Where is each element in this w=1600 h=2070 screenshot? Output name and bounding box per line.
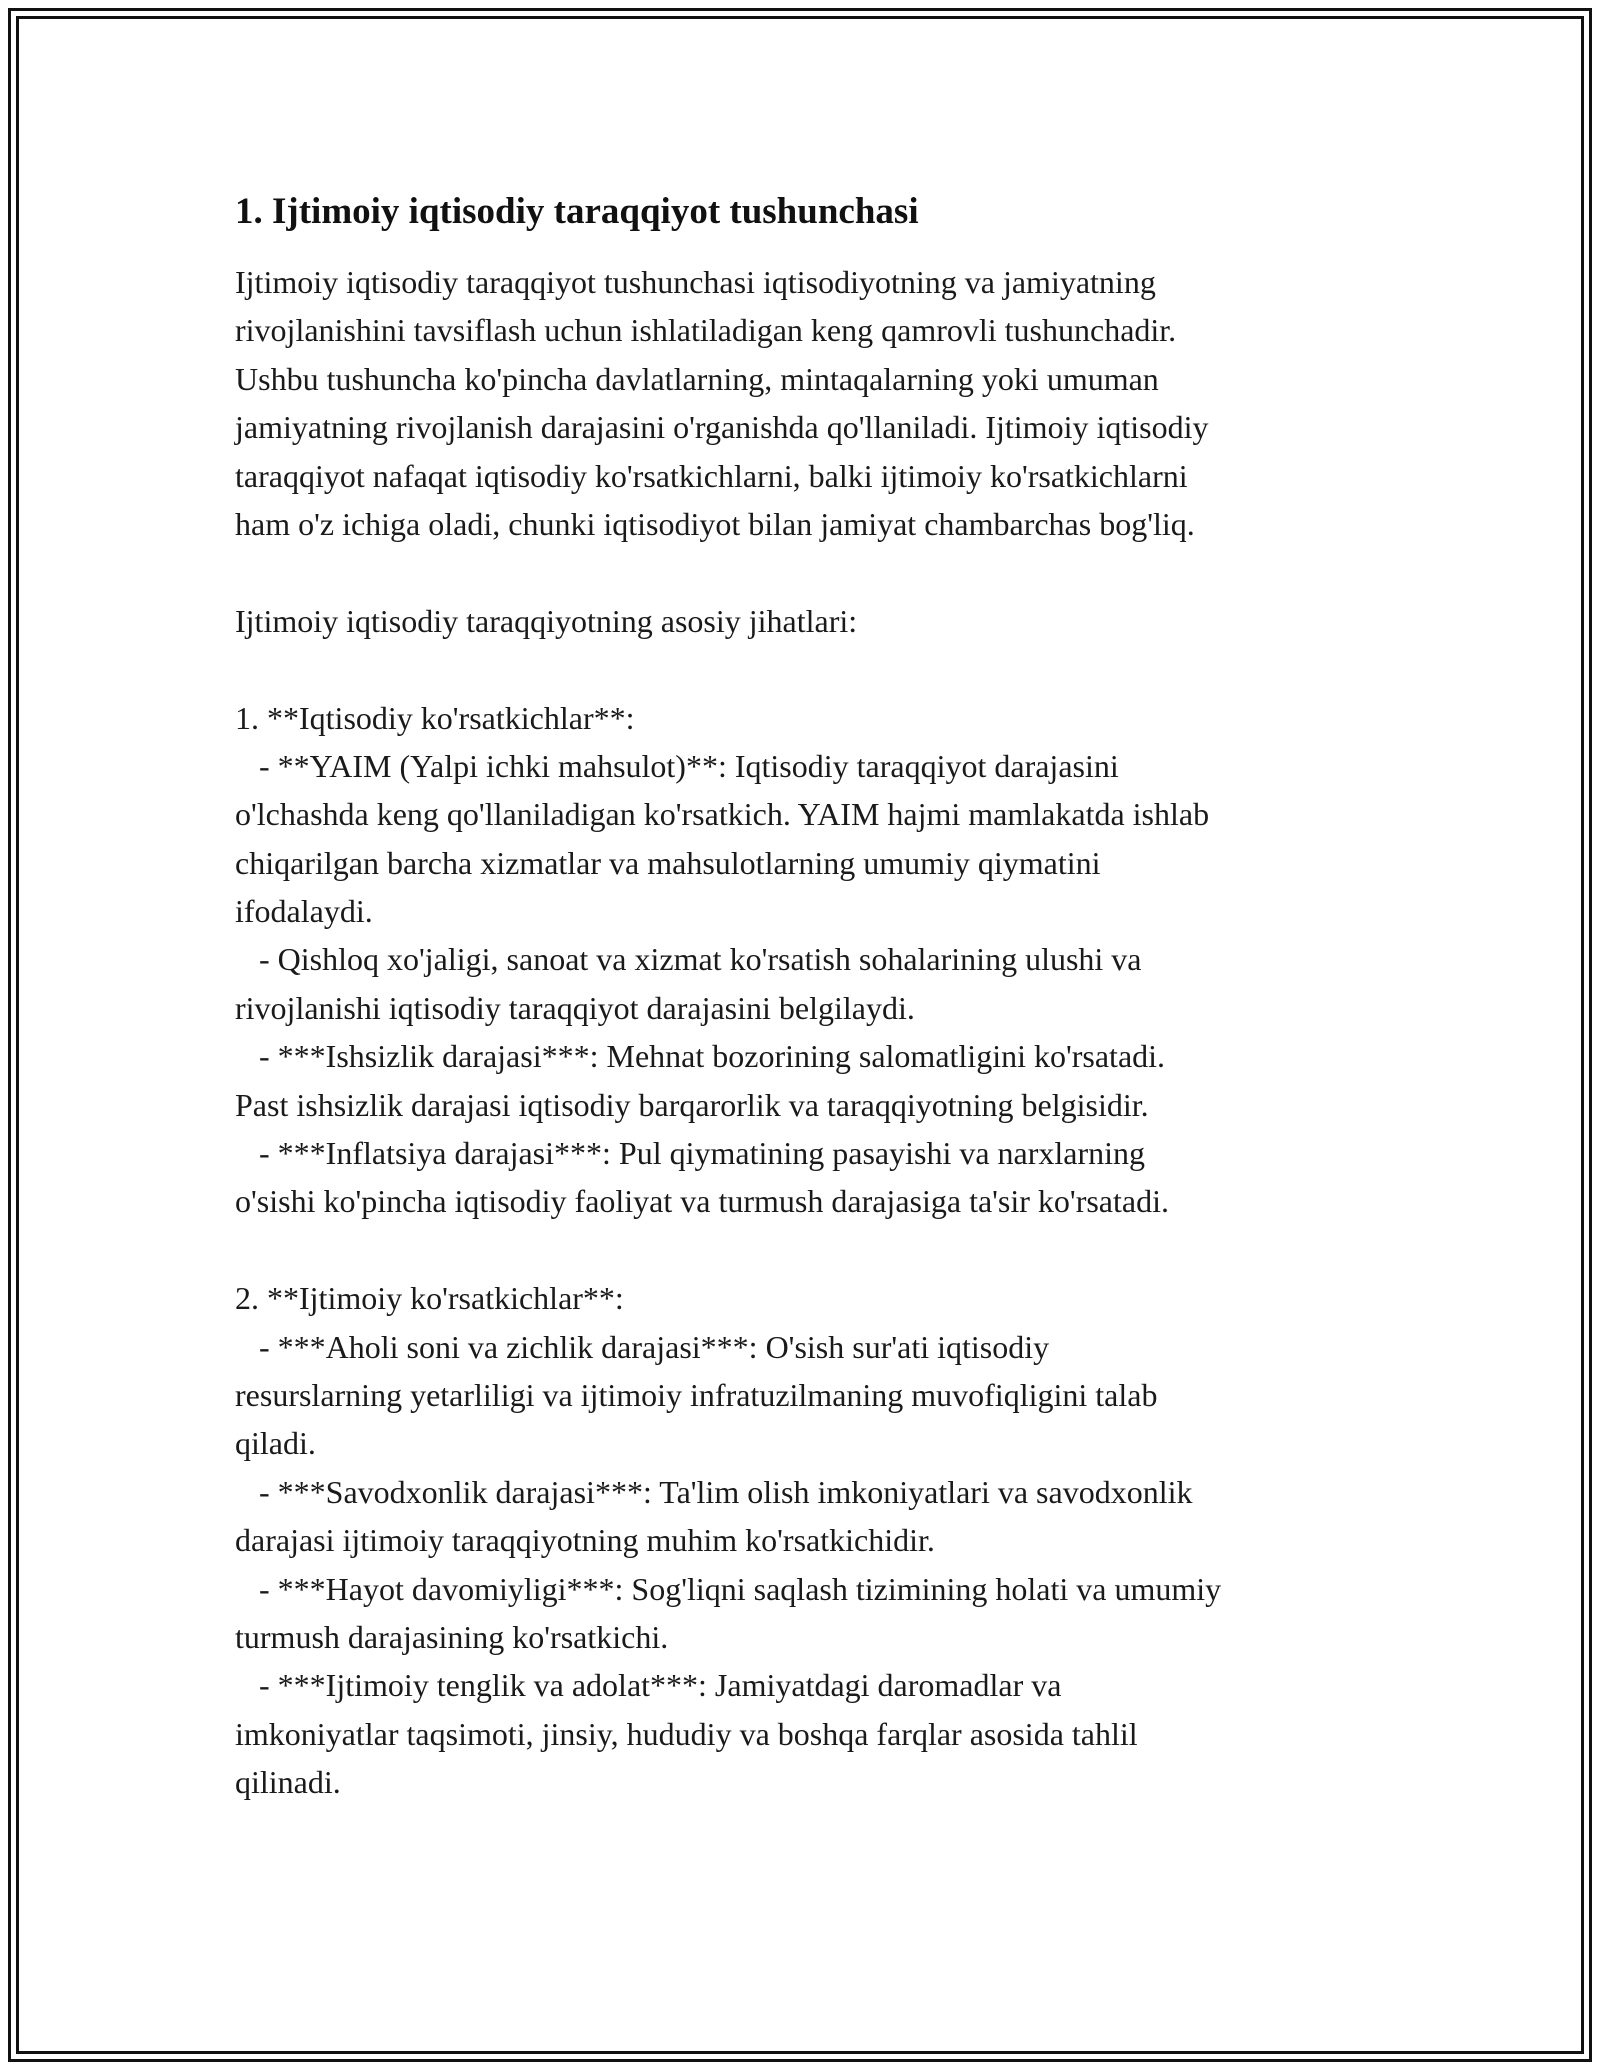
text-line: - ***Hayot davomiyligi***: Sog'liqni saqlash tizimining holati va umumiy [235, 1570, 1222, 1607]
text-line: 2. **Ijtimoiy ko'rsatkichlar**: [235, 1280, 624, 1317]
text-line: ham o'z ichiga oladi, chunki iqtisodiyot bilan jamiyat chambarchas bog'liq. [235, 505, 1195, 542]
text-line: - ***Aholi soni va zichlik darajasi***: O'sish sur'ati iqtisodiy [235, 1328, 1050, 1365]
text-line: rivojlanishi iqtisodiy taraqqiyot darajasini belgilaydi. [235, 989, 915, 1026]
text-line: o'lchashda keng qo'llaniladigan ko'rsatkich. YAIM hajmi mamlakatda ishlab [235, 796, 1210, 833]
text-line: Ijtimoiy iqtisodiy taraqqiyotning asosiy jihatlari: [235, 602, 858, 639]
text-line: qilinadi. [235, 1764, 341, 1801]
text-line: - **YAIM (Yalpi ichki mahsulot)**: Iqtisodiy taraqqiyot darajasini [235, 747, 1119, 784]
blank-line [235, 548, 1375, 596]
text-line: - ***Savodxonlik darajasi***: Ta'lim olish imkoniyatlari va savodxonlik [235, 1473, 1193, 1510]
blank-line [235, 645, 1375, 693]
text-line: o'sishi ko'pincha iqtisodiy faoliyat va turmush darajasiga ta'sir ko'rsatadi. [235, 1183, 1169, 1220]
text-line: 1. **Iqtisodiy ko'rsatkichlar**: [235, 699, 635, 736]
text-line: ifodalaydi. [235, 893, 373, 930]
text-line: - ***Ijtimoiy tenglik va adolat***: Jamiyatdagi daromadlar va [235, 1667, 1062, 1704]
blank-line [235, 1226, 1375, 1274]
text-line: darajasi ijtimoiy taraqqiyotning muhim ko'rsatkichidir. [235, 1522, 935, 1559]
text-block [235, 258, 1375, 1807]
text-line: - ***Inflatsiya darajasi***: Pul qiymatining pasayishi va narxlarning [235, 1135, 1146, 1172]
text-line: resurslarning yetarliligi va ijtimoiy infratuzilmaning muvofiqligini talab [235, 1376, 1158, 1413]
text-line: chiqarilgan barcha xizmatlar va mahsulotlarning umumiy qiymatini [235, 844, 1101, 881]
text-line: imkoniyatlar taqsimoti, jinsiy, hududiy va boshqa farqlar asosida tahlil [235, 1715, 1138, 1752]
text-line: turmush darajasining ko'rsatkichi. [235, 1618, 669, 1655]
document-body [235, 188, 1375, 1807]
text-line: qiladi. [235, 1425, 316, 1462]
text-line: - ***Ishsizlik darajasi***: Mehnat bozorining salomatligini ko'rsatadi. [235, 1038, 1166, 1075]
text-line: - Qishloq xo'jaligi, sanoat va xizmat ko'rsatish sohalarining ulushi va [235, 941, 1142, 978]
text-line: Past ishsizlik darajasi iqtisodiy barqarorlik va taraqqiyotning belgisidir. [235, 1086, 1149, 1123]
text-line: jamiyatning rivojlanish darajasini o'rganishda qo'llaniladi. Ijtimoiy iqtisodiy [235, 409, 1209, 446]
section-heading: 1. Ijtimoiy iqtisodiy taraqqiyot tushunchasi [235, 191, 919, 232]
text-line: rivojlanishini tavsiflash uchun ishlatiladigan keng qamrovli tushunchadir. [235, 312, 1177, 349]
text-line: taraqqiyot nafaqat iqtisodiy ko'rsatkichlarni, balki ijtimoiy ko'rsatkichlarni [235, 457, 1188, 494]
text-line: Ushbu tushuncha ko'pincha davlatlarning, mintaqalarning yoki umuman [235, 360, 1159, 397]
text-line: Ijtimoiy iqtisodiy taraqqiyot tushunchasi iqtisodiyotning va jamiyatning [235, 264, 1156, 300]
